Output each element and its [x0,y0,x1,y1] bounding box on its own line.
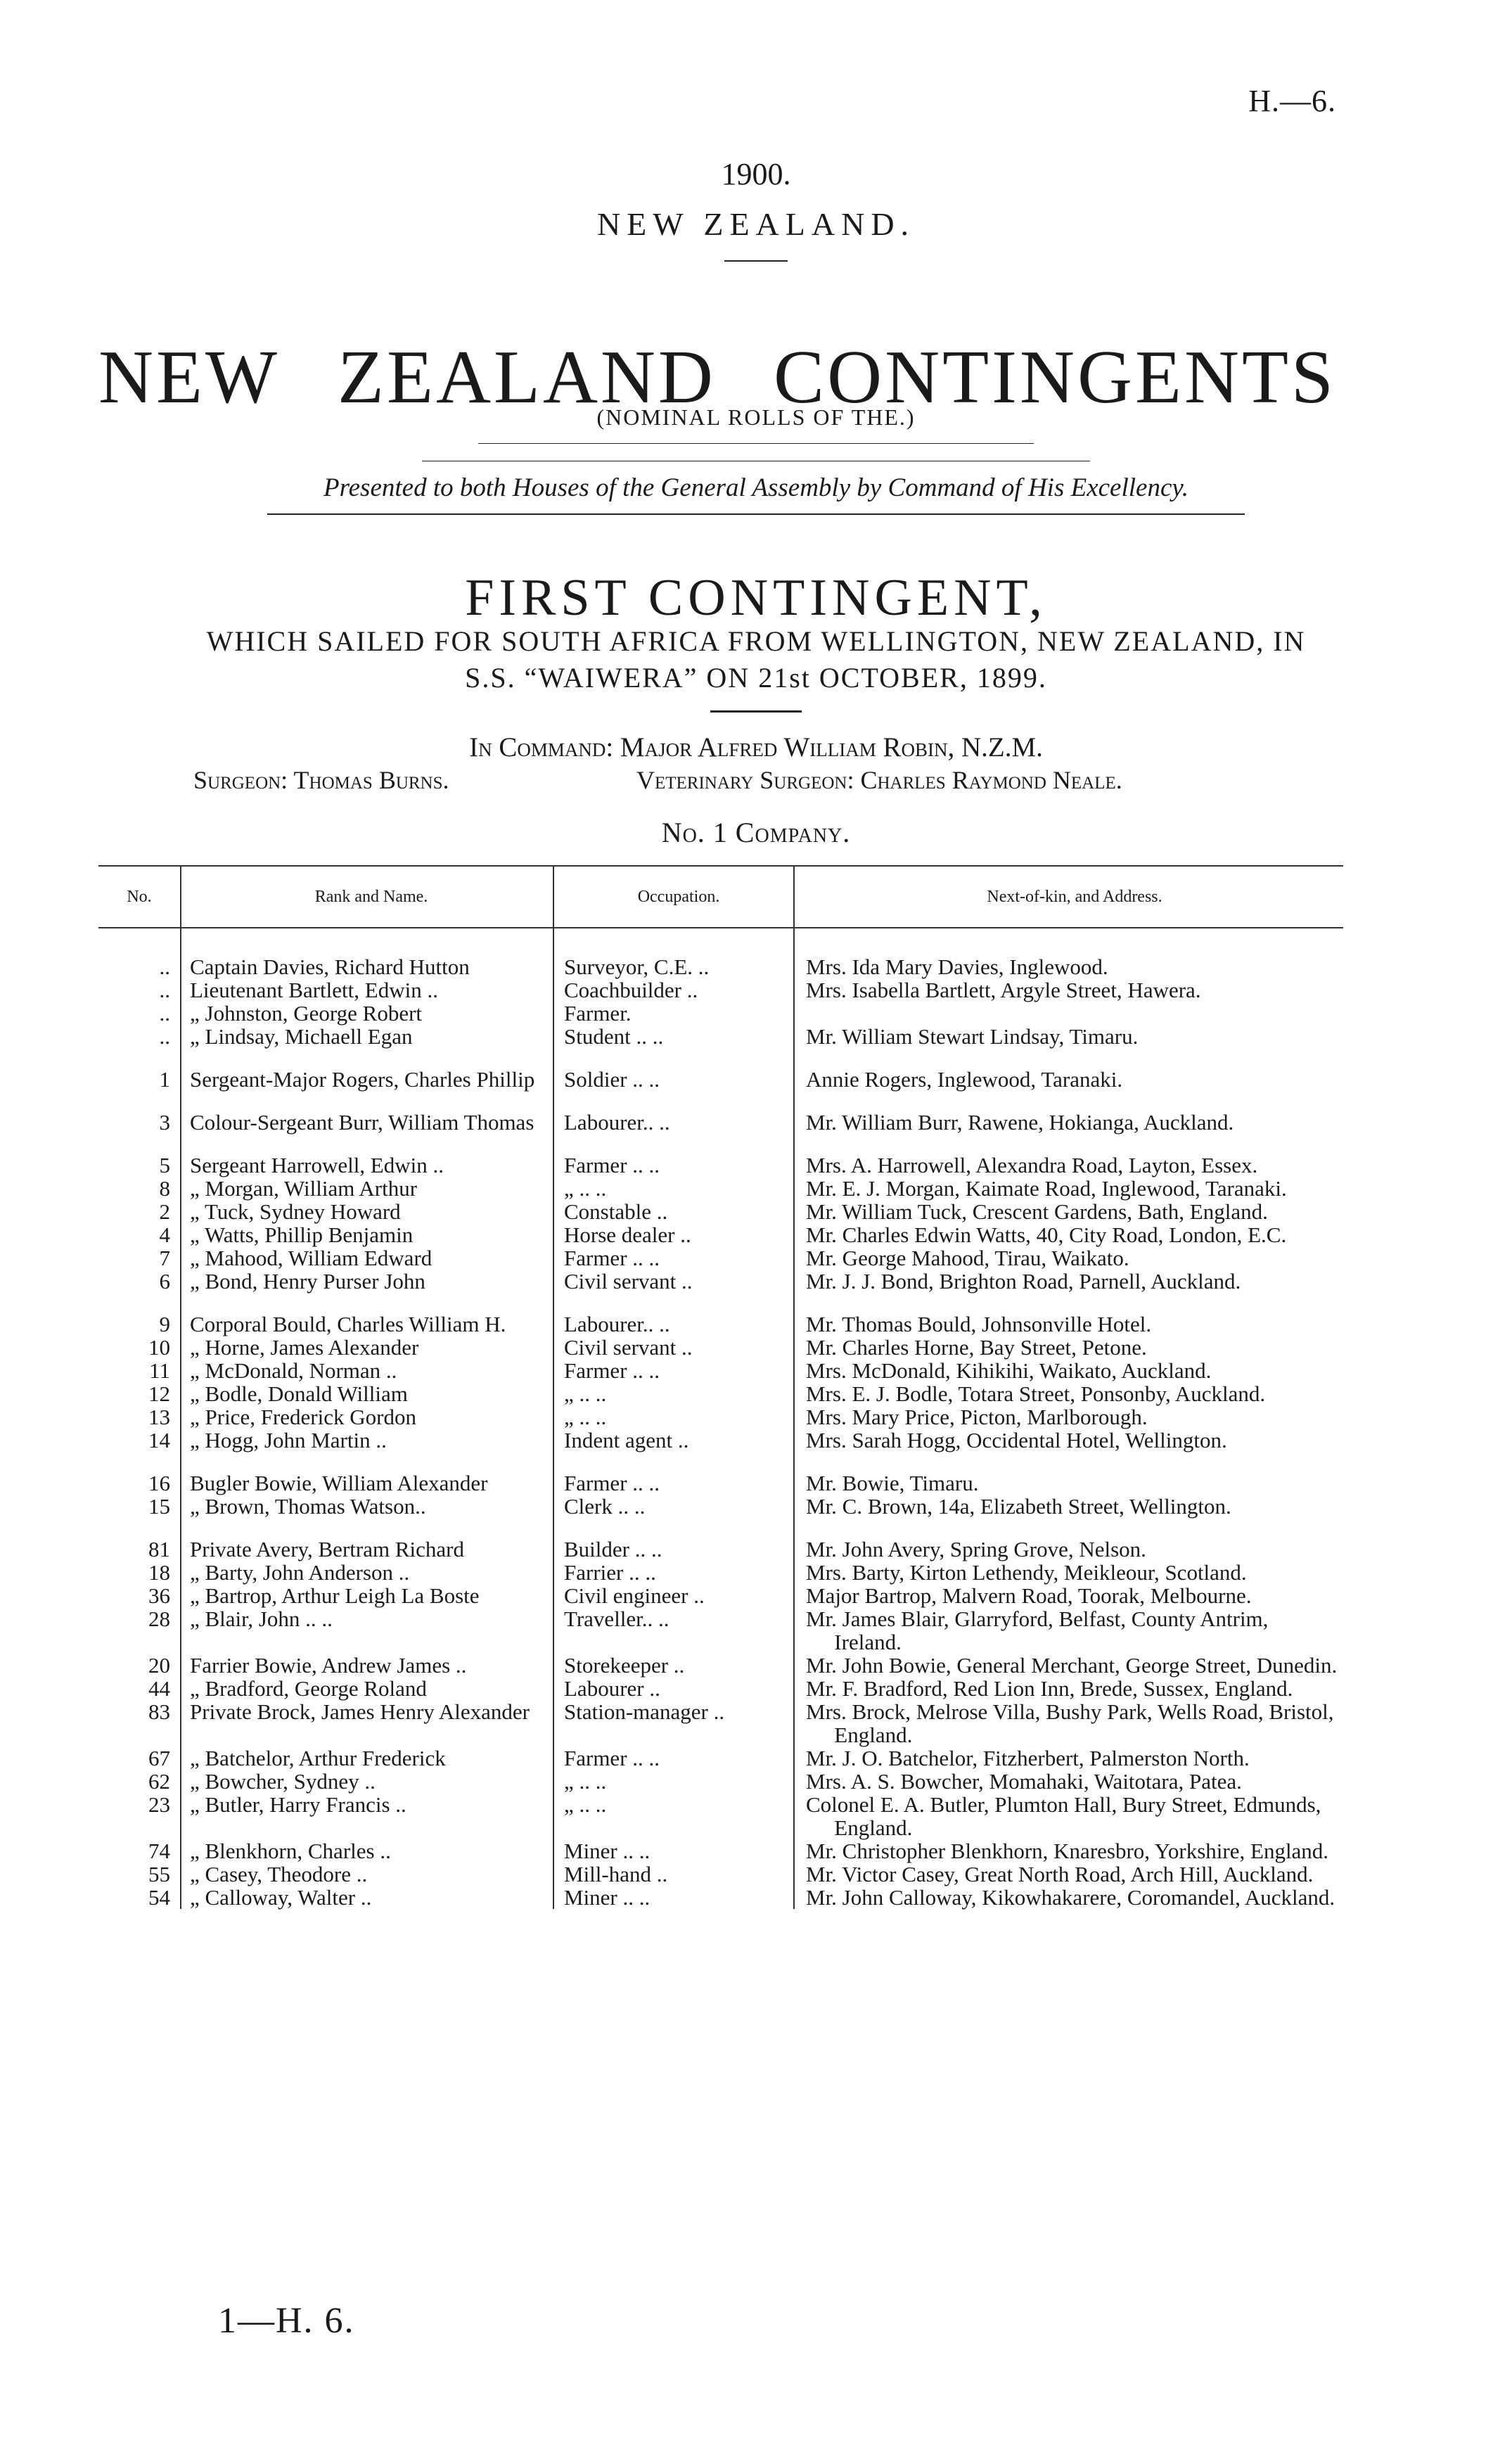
row-rank-name: „ Batchelor, Arthur Frederick [190,1746,446,1770]
table-row [98,1025,1343,1048]
row-number: .. [159,978,170,1002]
row-rank-name: „ Hogg, John Martin .. [190,1428,387,1452]
row-next-of-kin: Mr. William Tuck, Crescent Gardens, Bath, England. [806,1199,1268,1224]
row-occupation: Clerk .. .. [564,1494,646,1519]
table-row [98,1839,1343,1863]
row-next-of-kin: Mr. William Stewart Lindsay, Timaru. [806,1024,1139,1049]
column-header-next-of-kin: Next-of-kin, and Address. [794,866,1343,928]
row-number: 28 [148,1607,170,1631]
row-occupation: „ .. .. [564,1405,607,1429]
row-next-of-kin: Mrs. A. S. Bowcher, Momahaki, Waitotara, Patea. [806,1769,1242,1794]
row-rank-name: „ Mahood, William Edward [190,1246,433,1270]
row-number: .. [159,1024,170,1049]
row-occupation: Labourer.. .. [564,1110,670,1135]
table-row [98,1584,1343,1607]
row-rank-name: Farrier Bowie, Andrew James .. [190,1653,467,1678]
row-next-of-kin: Mrs. Barty, Kirton Lethendy, Meikleour, Scotland. [806,1560,1247,1585]
row-rank-name: Colour-Sergeant Burr, William Thomas [190,1110,534,1135]
row-number: 16 [148,1471,170,1495]
table-row [98,1091,1343,1134]
table-row [98,1518,1343,1561]
row-next-of-kin: Mr. James Blair, Glarryford, Belfast, County Antrim, Ireland. [806,1607,1269,1654]
table-row [98,1770,1343,1793]
row-next-of-kin: Mr. Thomas Bould, Johnsonville Hotel. [806,1312,1152,1336]
table-row [98,1886,1343,1909]
divider [267,513,1245,515]
row-occupation: Builder .. .. [564,1537,662,1561]
row-rank-name: „ Bodle, Donald William [190,1381,408,1406]
table-row [98,1270,1343,1293]
table-row [98,1293,1343,1336]
row-number: 10 [148,1335,170,1360]
table-row [98,1677,1343,1700]
row-next-of-kin: Mr. F. Bradford, Red Lion Inn, Brede, Sussex, England. [806,1676,1293,1701]
row-occupation: Civil servant .. [564,1269,693,1294]
table-row [98,1452,1343,1495]
column-header-occupation: Occupation. [553,866,794,928]
row-next-of-kin: Mr. John Bowie, General Merchant, George Street, Dunedin. [806,1653,1338,1678]
row-rank-name: „ Price, Frederick Gordon [190,1405,416,1429]
row-occupation: Farmer .. .. [564,1153,660,1177]
surgeon: Surgeon: Thomas Burns. [193,766,449,794]
veterinary-surgeon: Veterinary Surgeon: Charles Raymond Neale. [636,766,1122,794]
row-occupation: Farmer .. .. [564,1471,660,1495]
table-row [98,1200,1343,1223]
row-rank-name: „ Bond, Henry Purser John [190,1269,425,1294]
table-row [98,1405,1343,1429]
table-row [98,1863,1343,1886]
row-rank-name: „ Horne, James Alexander [190,1335,419,1360]
row-rank-name: „ Calloway, Walter .. [190,1885,372,1910]
row-occupation: Horse dealer .. [564,1222,691,1247]
table-row [98,1561,1343,1584]
row-rank-name: „ Brown, Thomas Watson.. [190,1494,426,1519]
presented-line: Presented to both Houses of the General Assembly by Command of His Excellency. [323,473,1189,502]
row-number: .. [159,954,170,979]
row-number: 55 [148,1862,170,1886]
row-number: 36 [148,1583,170,1608]
row-next-of-kin: Mr. John Avery, Spring Grove, Nelson. [806,1537,1146,1561]
table-row [98,1607,1343,1654]
in-command: In Command: Major Alfred William Robin, N.Z.M. [469,732,1043,762]
row-occupation: Labourer .. [564,1676,660,1701]
table-row [98,1223,1343,1246]
row-rank-name: „ Bradford, George Roland [190,1676,427,1701]
title-word: CONTINGENTS [774,336,1336,419]
row-rank-name: „ Casey, Theodore .. [190,1862,368,1886]
row-occupation: Farmer .. .. [564,1746,660,1770]
row-number: 3 [159,1110,170,1135]
row-occupation: Miner .. .. [564,1839,651,1863]
table-row [98,1246,1343,1270]
row-occupation: Surveyor, C.E. .. [564,954,710,979]
row-number: 23 [148,1792,170,1817]
row-number: 15 [148,1494,170,1519]
nominal-roll-table [98,865,1343,1909]
table-row [98,1429,1343,1452]
row-occupation: „ .. .. [564,1792,607,1817]
row-occupation: „ .. .. [564,1176,607,1201]
table-row [98,1382,1343,1405]
row-next-of-kin: Mr. George Mahood, Tirau, Waikato. [806,1246,1129,1270]
row-rank-name: „ Butler, Harry Francis .. [190,1792,406,1817]
divider [710,710,802,713]
row-rank-name: Sergeant-Major Rogers, Charles Phillip [190,1067,535,1092]
row-next-of-kin: Annie Rogers, Inglewood, Taranaki. [806,1067,1123,1092]
row-number: 6 [159,1269,170,1294]
row-next-of-kin: Mrs. Isabella Bartlett, Argyle Street, Hawera. [806,978,1201,1002]
row-number: 5 [159,1153,170,1177]
row-next-of-kin: Mrs. Sarah Hogg, Occidental Hotel, Wellington. [806,1428,1227,1452]
row-rank-name: Captain Davies, Richard Hutton [190,954,470,979]
row-number: 67 [148,1746,170,1770]
table-row [98,1177,1343,1200]
row-occupation: Labourer.. .. [564,1312,670,1336]
column-header-no: No. [98,866,181,928]
divider [478,443,1034,444]
row-occupation: Storekeeper .. [564,1653,685,1678]
row-next-of-kin: Mrs. Ida Mary Davies, Inglewood. [806,954,1108,979]
document-code: H.—6. [1248,84,1336,118]
table-row [98,1746,1343,1770]
row-occupation: Civil servant .. [564,1335,693,1360]
row-number: 13 [148,1405,170,1429]
row-number: 14 [148,1428,170,1452]
row-next-of-kin: Mr. Bowie, Timaru. [806,1471,979,1495]
row-next-of-kin: Colonel E. A. Butler, Plumton Hall, Bury Street, Edmunds, England. [806,1792,1321,1840]
row-number: 11 [149,1358,170,1383]
row-next-of-kin: Mr. Victor Casey, Great North Road, Arch Hill, Auckland. [806,1862,1314,1886]
row-occupation: Farmer .. .. [564,1246,660,1270]
row-next-of-kin: Mr. Charles Edwin Watts, 40, City Road, London, E.C. [806,1222,1287,1247]
row-occupation: Station-manager .. [564,1699,725,1724]
row-next-of-kin: Mrs. McDonald, Kihikihi, Waikato, Auckland. [806,1358,1212,1383]
row-next-of-kin: Mr. E. J. Morgan, Kaimate Road, Inglewood, Taranaki. [806,1176,1287,1201]
row-next-of-kin: Mr. Charles Horne, Bay Street, Petone. [806,1335,1147,1360]
table-row [98,1336,1343,1359]
row-rank-name: Private Avery, Bertram Richard [190,1537,464,1561]
row-number: 4 [159,1222,170,1247]
divider [724,260,788,262]
table-row [98,1134,1343,1177]
table-row [98,1793,1343,1839]
row-rank-name: „ Watts, Phillip Benjamin [190,1222,414,1247]
row-occupation: Farmer. [564,1001,632,1026]
year: 1900. [721,157,791,191]
row-next-of-kin: Mrs. E. J. Bodle, Totara Street, Ponsonby, Auckland. [806,1381,1266,1406]
table-row [98,928,1343,978]
sailing-line-2: S.S. “WAIWERA” ON 21st OCTOBER, 1899. [465,662,1047,694]
row-rank-name: „ Johnston, George Robert [190,1001,423,1026]
row-occupation: Miner .. .. [564,1885,651,1910]
row-number: 9 [159,1312,170,1336]
row-rank-name: „ Bartrop, Arthur Leigh La Boste [190,1583,480,1608]
table-header-row [98,866,1343,928]
row-occupation: Civil engineer .. [564,1583,705,1608]
row-rank-name: Private Brock, James Henry Alexander [190,1699,530,1724]
country-heading: NEW ZEALAND. [596,206,916,242]
row-rank-name: „ McDonald, Norman .. [190,1358,397,1383]
row-rank-name: Corporal Bould, Charles William H. [190,1312,506,1336]
row-number: 83 [148,1699,170,1724]
row-next-of-kin: Mr. Christopher Blenkhorn, Knaresbro, Yorkshire, England. [806,1839,1329,1863]
table-row [98,1700,1343,1746]
row-next-of-kin: Mr. C. Brown, 14a, Elizabeth Street, Wellington. [806,1494,1231,1519]
row-number: 1 [159,1067,170,1092]
row-occupation: „ .. .. [564,1769,607,1794]
sheet-number: 1—H. 6. [218,2301,355,2341]
row-rank-name: „ Barty, John Anderson .. [190,1560,410,1585]
row-occupation: „ .. .. [564,1381,607,1406]
title-word: ZEALAND [338,336,716,419]
row-rank-name: Bugler Bowie, William Alexander [190,1471,488,1495]
table-row [98,1359,1343,1382]
row-number: 2 [159,1199,170,1224]
row-occupation: Mill-hand .. [564,1862,668,1886]
table-row [98,1048,1343,1091]
row-number: 62 [148,1769,170,1794]
row-number: 44 [148,1676,170,1701]
row-occupation: Soldier .. .. [564,1067,660,1092]
row-next-of-kin: Mr. J. J. Bond, Brighton Road, Parnell, Auckland. [806,1269,1241,1294]
row-next-of-kin: Mrs. A. Harrowell, Alexandra Road, Layton, Essex. [806,1153,1258,1177]
sailing-line-1: WHICH SAILED FOR SOUTH AFRICA FROM WELLINGTON, NEW ZEALAND, IN [206,625,1306,657]
row-number: 7 [159,1246,170,1270]
row-next-of-kin: Mrs. Mary Price, Picton, Marlborough. [806,1405,1148,1429]
row-occupation: Traveller.. .. [564,1607,669,1631]
row-occupation: Farmer .. .. [564,1358,660,1383]
row-next-of-kin: Mr. William Burr, Rawene, Hokianga, Auckland. [806,1110,1234,1135]
row-occupation: Indent agent .. [564,1428,689,1452]
title-word: NEW [98,336,280,419]
table-row [98,1002,1343,1025]
row-next-of-kin: Mr. J. O. Batchelor, Fitzherbert, Palmerston North. [806,1746,1250,1770]
company-heading: No. 1 Company. [661,817,851,848]
row-rank-name: „ Bowcher, Sydney .. [190,1769,376,1794]
table-row [98,978,1343,1002]
row-rank-name: „ Blair, John .. .. [190,1607,333,1631]
row-number: 74 [148,1839,170,1863]
row-occupation: Constable .. [564,1199,668,1224]
row-number: 8 [159,1176,170,1201]
row-rank-name: „ Morgan, William Arthur [190,1176,418,1201]
row-rank-name: Sergeant Harrowell, Edwin .. [190,1153,444,1177]
contingent-title: FIRST CONTINGENT, [465,569,1047,627]
row-number: 54 [148,1885,170,1910]
row-number: 20 [148,1653,170,1678]
row-next-of-kin: Major Bartrop, Malvern Road, Toorak, Melbourne. [806,1583,1252,1608]
row-rank-name: „ Tuck, Sydney Howard [190,1199,401,1224]
table-row [98,1654,1343,1677]
row-rank-name: Lieutenant Bartlett, Edwin .. [190,978,438,1002]
row-next-of-kin: Mrs. Brock, Melrose Villa, Bushy Park, Wells Road, Bristol, England. [806,1699,1334,1747]
row-occupation: Coachbuilder .. [564,978,698,1002]
table-row [98,1495,1343,1518]
row-occupation: Farrier .. .. [564,1560,656,1585]
row-number: .. [159,1001,170,1026]
subtitle: (NOMINAL ROLLS OF THE.) [596,404,916,430]
column-header-rank-name: Rank and Name. [181,866,553,928]
row-rank-name: „ Blenkhorn, Charles .. [190,1839,391,1863]
table-body [98,928,1343,1909]
row-number: 81 [148,1537,170,1561]
row-next-of-kin: Mr. John Calloway, Kikowhakarere, Coromandel, Auckland. [806,1885,1335,1910]
row-rank-name: „ Lindsay, Michaell Egan [190,1024,413,1049]
row-number: 12 [148,1381,170,1406]
row-number: 18 [148,1560,170,1585]
row-occupation: Student .. .. [564,1024,664,1049]
